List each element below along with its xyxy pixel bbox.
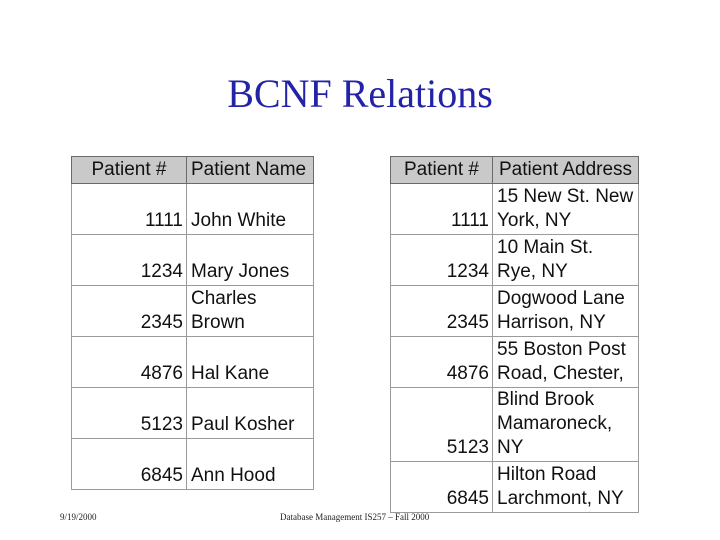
footer-course: Database Management IS257 – Fall 2000	[280, 512, 430, 522]
patient-name-cell: Hal Kane	[187, 337, 314, 388]
table-row	[391, 388, 639, 462]
column-header-patient-number: Patient #	[72, 157, 187, 184]
patient-number-cell: 6845	[391, 462, 493, 513]
table-row	[391, 462, 639, 513]
patient-number-cell: 1111	[391, 184, 493, 235]
patient-number-cell: 6845	[72, 439, 187, 490]
slide-title: BCNF Relations	[227, 71, 493, 116]
patient-address-cell: 15 New St. New York, NY	[493, 184, 639, 235]
patient-number-cell: 2345	[72, 286, 187, 337]
patient-address-cell: Hilton Road Larchmont, NY	[493, 462, 639, 513]
table-row	[72, 439, 314, 490]
patient-address-cell: Blind Brook Mamaroneck, NY	[493, 388, 639, 462]
patient-number-cell: 5123	[72, 388, 187, 439]
header-row	[72, 157, 314, 184]
patient-number-cell: 4876	[72, 337, 187, 388]
table-row	[72, 337, 314, 388]
table-row	[391, 286, 639, 337]
patient-address-cell: Dogwood Lane Harrison, NY	[493, 286, 639, 337]
patient-name-cell: John White	[187, 184, 314, 235]
table-row	[391, 235, 639, 286]
column-header-patient-number: Patient #	[391, 157, 493, 184]
patient-number-cell: 1234	[72, 235, 187, 286]
table-row	[391, 184, 639, 235]
patient-name-table	[71, 156, 314, 490]
table-row	[72, 286, 314, 337]
table-row	[72, 184, 314, 235]
table-row	[72, 388, 314, 439]
table-row	[72, 235, 314, 286]
patient-number-cell: 2345	[391, 286, 493, 337]
patient-name-cell: Mary Jones	[187, 235, 314, 286]
footer-date: 9/19/2000	[60, 512, 97, 522]
patient-number-cell: 1234	[391, 235, 493, 286]
patient-number-cell: 4876	[391, 337, 493, 388]
patient-name-cell: Paul Kosher	[187, 388, 314, 439]
table-row	[391, 337, 639, 388]
patient-address-table	[390, 156, 639, 513]
patient-number-cell: 1111	[72, 184, 187, 235]
patient-name-cell: Ann Hood	[187, 439, 314, 490]
patient-name-cell: Charles Brown	[187, 286, 314, 337]
patient-number-cell: 5123	[391, 388, 493, 462]
column-header-patient-address: Patient Address	[493, 157, 639, 184]
header-row	[391, 157, 639, 184]
column-header-patient-name: Patient Name	[187, 157, 314, 184]
patient-address-cell: 55 Boston Post Road, Chester,	[493, 337, 639, 388]
patient-address-cell: 10 Main St. Rye, NY	[493, 235, 639, 286]
